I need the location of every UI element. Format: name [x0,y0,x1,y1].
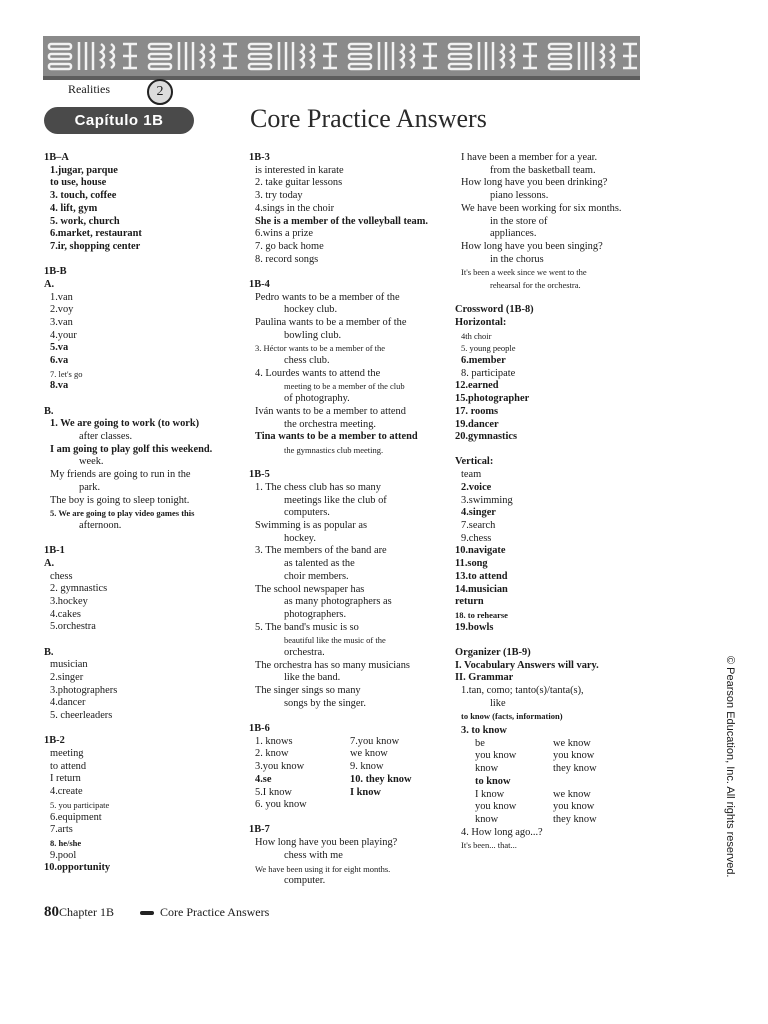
footer-chapter: Chapter 1B [59,905,114,919]
answer-line: 5.orchestra [50,621,96,633]
conjugation-row [455,801,655,814]
answer-line: park. [79,481,101,493]
answer-line: 5. you participate [50,799,110,810]
answer-cell: 10. they know [350,773,412,785]
answer-line: as talented as the [284,558,355,570]
grammar-subhead: to know [475,775,511,787]
answer-line: meeting to be a member of the club [284,381,405,392]
section-heading: 1B-3 [249,152,270,163]
conjugation-cell: be [475,737,485,749]
answer-line: Paulina wants to be a member of the [255,316,407,328]
conjugation-cell: we know [553,788,591,800]
conjugation-row [455,738,655,751]
answer-line: chess with me [284,849,343,861]
grammar-item-4: 4. How long ago...? [461,826,543,838]
answer-line: to use, house [50,177,107,189]
answer-line: 5.va [50,342,69,354]
section-heading: Crossword (1B-8) [455,304,534,316]
answer-cell: 9. know [350,761,384,773]
answer-line: 2. gymnastics [50,583,108,595]
answer-line: I have been a member for a year. [461,152,598,163]
section-heading: B. [44,405,54,417]
answer-line: I return [50,773,81,785]
answer-line: How long have you been drinking? [461,177,608,189]
answer-line: is interested in karate [255,164,344,176]
answer-line: 7. go back home [255,240,324,252]
answer-row [249,799,449,812]
section-heading: 1B-B [44,266,67,278]
answer-line: week. [79,456,104,468]
answer-line: 12.earned [455,380,499,392]
answer-line: 1. We are going to work (to work) [50,418,200,430]
answer-line: 10.navigate [455,545,506,557]
answer-line: 4. Lourdes wants to attend the [255,367,381,379]
answer-line: meeting [50,748,84,760]
answer-line: 18. to rehearse [455,609,508,620]
answer-line: chess club. [284,355,330,367]
answer-line: 14.musician [455,583,508,595]
section-heading: 1B–A [44,152,69,163]
answer-line: as many photographers as [284,596,392,608]
answer-line: 6.member [461,355,506,367]
answer-line: 7. let's go [50,368,83,379]
answer-row [249,787,449,800]
page-number: 80 [44,904,59,920]
conjugation-cell: they know [553,813,597,825]
answer-line: How long have you been singing? [461,240,603,252]
page-title: Core Practice Answers [250,104,487,133]
section-heading: Vertical: [455,456,494,468]
grammar-item-3: 3. to know [461,725,507,737]
answer-cell: we know [350,748,388,760]
answer-line: choir members. [284,570,349,582]
answer-line: musician [50,659,88,671]
answer-cell: 2. know [255,748,289,760]
answer-line: We have been using it for eight months. [255,863,391,874]
answer-line: the orchestra meeting. [284,418,377,430]
answer-line: 6.market, restaurant [50,228,142,240]
answer-cell: 4.se [255,773,272,785]
answer-line: 3. touch, coffee [50,190,117,202]
answer-line: 5. We are going to play video games this [50,508,195,519]
answer-column-2 [249,152,449,888]
answer-line: 8. record songs [255,253,319,265]
section-heading: 1B-6 [249,723,270,735]
answer-line: 3. The members of the band are [255,545,387,557]
answer-line: hockey. [284,532,316,544]
answer-line: She is a member of the volleyball team. [255,215,428,227]
section-heading: A. [44,557,55,569]
answer-line: I am going to play golf this weekend. [50,443,213,455]
answer-row [249,774,449,787]
conjugation-cell: I know [475,788,505,800]
answer-line: I. Vocabulary Answers will vary. [455,659,599,671]
answer-line: to know (facts, information) [461,711,563,722]
answer-line: 13.to attend [455,570,508,582]
answer-line: computers. [284,507,330,519]
conjugation-row [455,789,655,802]
conjugation-cell: you know [553,750,595,762]
conjugation-cell: know [475,813,499,825]
answer-line: 1.tan, como; tanto(s)/tanta(s), [461,684,584,696]
answer-line: 4. lift, gym [50,202,98,214]
answer-line: songs by the singer. [284,697,366,709]
answer-line: after classes. [79,431,133,443]
answer-line: Iván wants to be a member to attend [255,405,406,417]
answer-line: to attend [50,760,87,772]
conjugation-cell: know [475,763,499,775]
answer-line: We have been working for six months. [461,202,622,214]
answer-line: 19.dancer [455,418,499,430]
answer-line: the gymnastics club meeting. [284,444,384,455]
answer-line: 8.va [50,380,69,392]
section-heading: B. [44,646,54,658]
conjugation-grid [455,738,655,776]
answer-line: meetings like the club of [284,494,387,506]
section-heading: Organizer (1B-9) [455,646,531,658]
answer-line: 3. try today [255,190,303,202]
answer-line: 4.create [50,786,83,798]
answer-line: 8. participate [461,367,516,379]
answer-line: 1.jugar, parque [50,164,118,176]
answer-line: 2.voice [461,481,492,493]
conjugation-grid [455,789,655,827]
answer-line: photographers. [284,608,347,620]
answer-line: The boy is going to sleep tonight. [50,494,190,506]
section-heading: Horizontal: [455,316,507,328]
answer-line: It's been a week since we went to the [461,267,587,278]
answer-line: return [455,596,484,608]
answer-line: 9.chess [461,532,492,544]
conjugation-cell: you know [553,801,595,813]
answer-line: My friends are going to run in the [50,469,191,481]
footer-divider [140,911,154,915]
conjugation-row [455,750,655,763]
answer-line: 4.cakes [50,608,81,620]
answer-line: 6.wins a prize [255,228,313,240]
answer-cell: 7.you know [350,735,400,747]
level-badge: 2 [147,79,173,105]
answer-line: afternoon. [79,519,122,531]
answer-line: 4.singer [461,507,496,519]
answer-line: team [461,469,482,481]
answer-grid-1b6 [249,736,449,812]
answer-line: appliances. [490,228,537,240]
conjugation-cell: they know [553,763,597,775]
page-footer [44,904,269,921]
answer-line: 8. he/she [50,837,82,848]
answer-line: 3.van [50,316,73,328]
answer-line: Swimming is as popular as [255,519,367,531]
answer-line: 6.equipment [50,811,102,823]
answer-line: 11.song [455,558,488,570]
answer-line: computer. [284,875,326,887]
answer-row [249,748,449,761]
answer-line: 7.search [461,519,496,531]
answer-line: 7.arts [50,824,73,836]
decorative-banner [43,36,640,80]
section-heading: A. [44,278,55,290]
answer-line: like [490,697,506,709]
answer-line: 10.opportunity [44,862,111,874]
answer-line: from the basketball team. [490,164,596,176]
answer-line: 3.swimming [461,494,513,506]
conjugation-row [455,763,655,776]
section-heading: 1B-2 [44,735,65,747]
answer-line: hockey club. [284,304,338,316]
chapter-tab: Capítulo 1B [44,107,194,134]
series-label: Realities [68,82,110,96]
answer-line: rehearsal for the orchestra. [490,280,581,291]
answer-cell: 6. you know [255,799,307,811]
answer-line: orchestra. [284,647,325,659]
answer-line: bowling club. [284,329,342,341]
answer-line: The school newspaper has [255,583,365,595]
section-heading: 1B-4 [249,278,270,290]
answer-line: of photography. [284,393,350,405]
answer-line: 19.bowls [455,621,494,633]
answer-line: 3.photographers [50,684,118,696]
answer-line: in the chorus [490,253,544,265]
answer-line: Pedro wants to be a member of the [255,291,400,303]
answer-column-3 [455,152,655,852]
answer-line: 5. The band's music is so [255,621,359,633]
answer-line: chess [50,570,73,582]
answer-cell: 3.you know [255,761,305,773]
footer-section: Core Practice Answers [160,905,270,919]
answer-line: 1. The chess club has so many [255,481,381,493]
conjugation-cell: you know [475,801,517,813]
answer-line: 4th choir [461,330,492,341]
answer-line: How long have you been playing? [255,837,398,849]
answer-row [249,761,449,774]
answer-line: 15.photographer [455,393,530,405]
answer-cell: 1. knows [255,735,293,747]
answer-line: 6.va [50,355,69,367]
conjugation-row [455,814,655,827]
answer-cell: I know [350,786,381,798]
section-heading: 1B-1 [44,545,65,557]
answer-row [249,736,449,749]
answer-line: 3.hockey [50,596,88,607]
conjugation-cell: you know [475,750,517,762]
answer-line: 5. work, church [50,215,120,227]
answer-line: in the store of [490,215,548,227]
answer-line: 9.pool [50,849,77,861]
answer-line: 2.singer [50,672,84,684]
answer-column-1 [44,152,234,875]
answer-line: Tina wants to be a member to attend [255,431,418,443]
answer-line: 4.dancer [50,697,86,709]
answer-line: 4.your [50,329,77,341]
section-heading: 1B-5 [249,469,270,481]
answer-line: beautiful like the music of the [284,635,386,646]
copyright-notice: © Pearson Education, Inc. All rights reserved. [724,656,736,878]
answer-line: 5. cheerleaders [50,710,113,722]
grammar-item-4-note: It's been... that... [461,840,517,851]
answer-line: 20.gymnastics [455,431,518,443]
answer-line: The singer sings so many [255,685,361,697]
answer-line: 5. young people [461,343,516,354]
answer-line: 2.voy [50,304,74,316]
answer-line: 2. take guitar lessons [255,177,343,189]
answer-line: The orchestra has so many musicians [255,659,410,671]
answer-line: 7.ir, shopping center [50,240,141,252]
answer-cell: 5.I know [255,786,292,798]
answer-line: 1.van [50,291,73,303]
answer-line: like the band. [284,672,341,684]
answer-line: 3. Héctor wants to be a member of the [255,343,386,354]
answer-line: piano lessons. [490,190,549,202]
answer-line: II. Grammar [455,672,514,684]
section-heading: 1B-7 [249,824,270,836]
answer-line: 4.sings in the choir [255,202,335,214]
answer-line: 17. rooms [455,405,499,417]
conjugation-cell: we know [553,737,591,749]
